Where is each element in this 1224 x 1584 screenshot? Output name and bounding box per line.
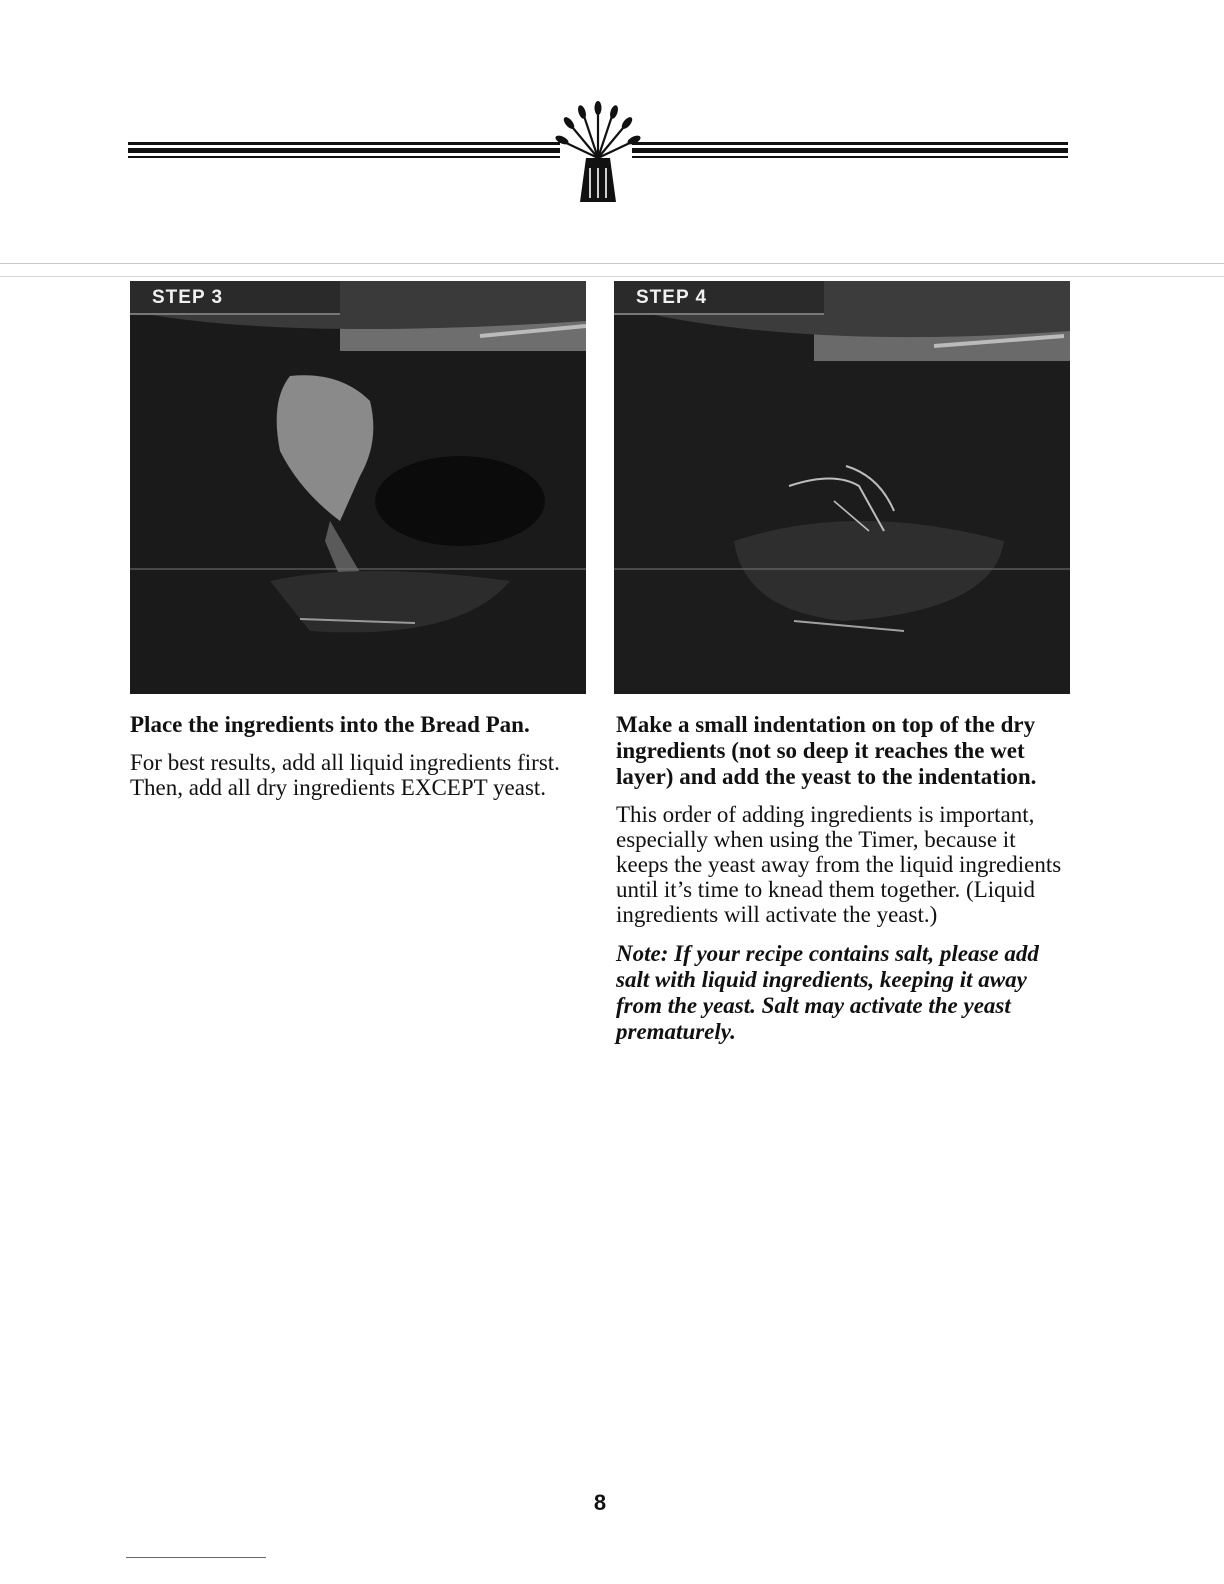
header-rule-right [632,142,1068,158]
step-3-text [130,712,578,814]
guide-line [0,263,1224,264]
step-3-heading: Place the ingredients into the Bread Pan. [130,712,530,737]
header-rule-left [128,142,560,158]
footer-line [126,1557,266,1558]
step-3-photo [130,281,586,694]
step-4-text [616,712,1064,1045]
step-4-note: Note: If your recipe contains salt, please add salt with liquid ingredients, keeping it away from the yeast. Salt may activate the yeast prematurely. [616,941,1039,1044]
step-4-body: This order of adding ingredients is important, especially when using the Timer, because it keeps the yeast away from the liquid ingredients until it’s time to knead them together. (Liquid ingredients will activate the yeast.) [616,802,1062,927]
step-4-photo [614,281,1070,694]
yeast-indentation-image [614,281,1070,694]
step-4-label: STEP 4 [614,281,824,315]
step-3-label: STEP 3 [130,281,340,315]
step-4-heading: Make a small indentation on top of the dry ingredients (not so deep it reaches the wet layer) and add the yeast to the indentation. [616,712,1037,789]
wheat-sheaf-icon [552,98,644,206]
step-3-body: For best results, add all liquid ingredients first. Then, add all dry ingredients EXCEPT yeast. [130,750,560,800]
guide-line [0,276,1224,277]
bread-pan-pouring-image [130,281,586,694]
page-number: 8 [593,1490,607,1515]
